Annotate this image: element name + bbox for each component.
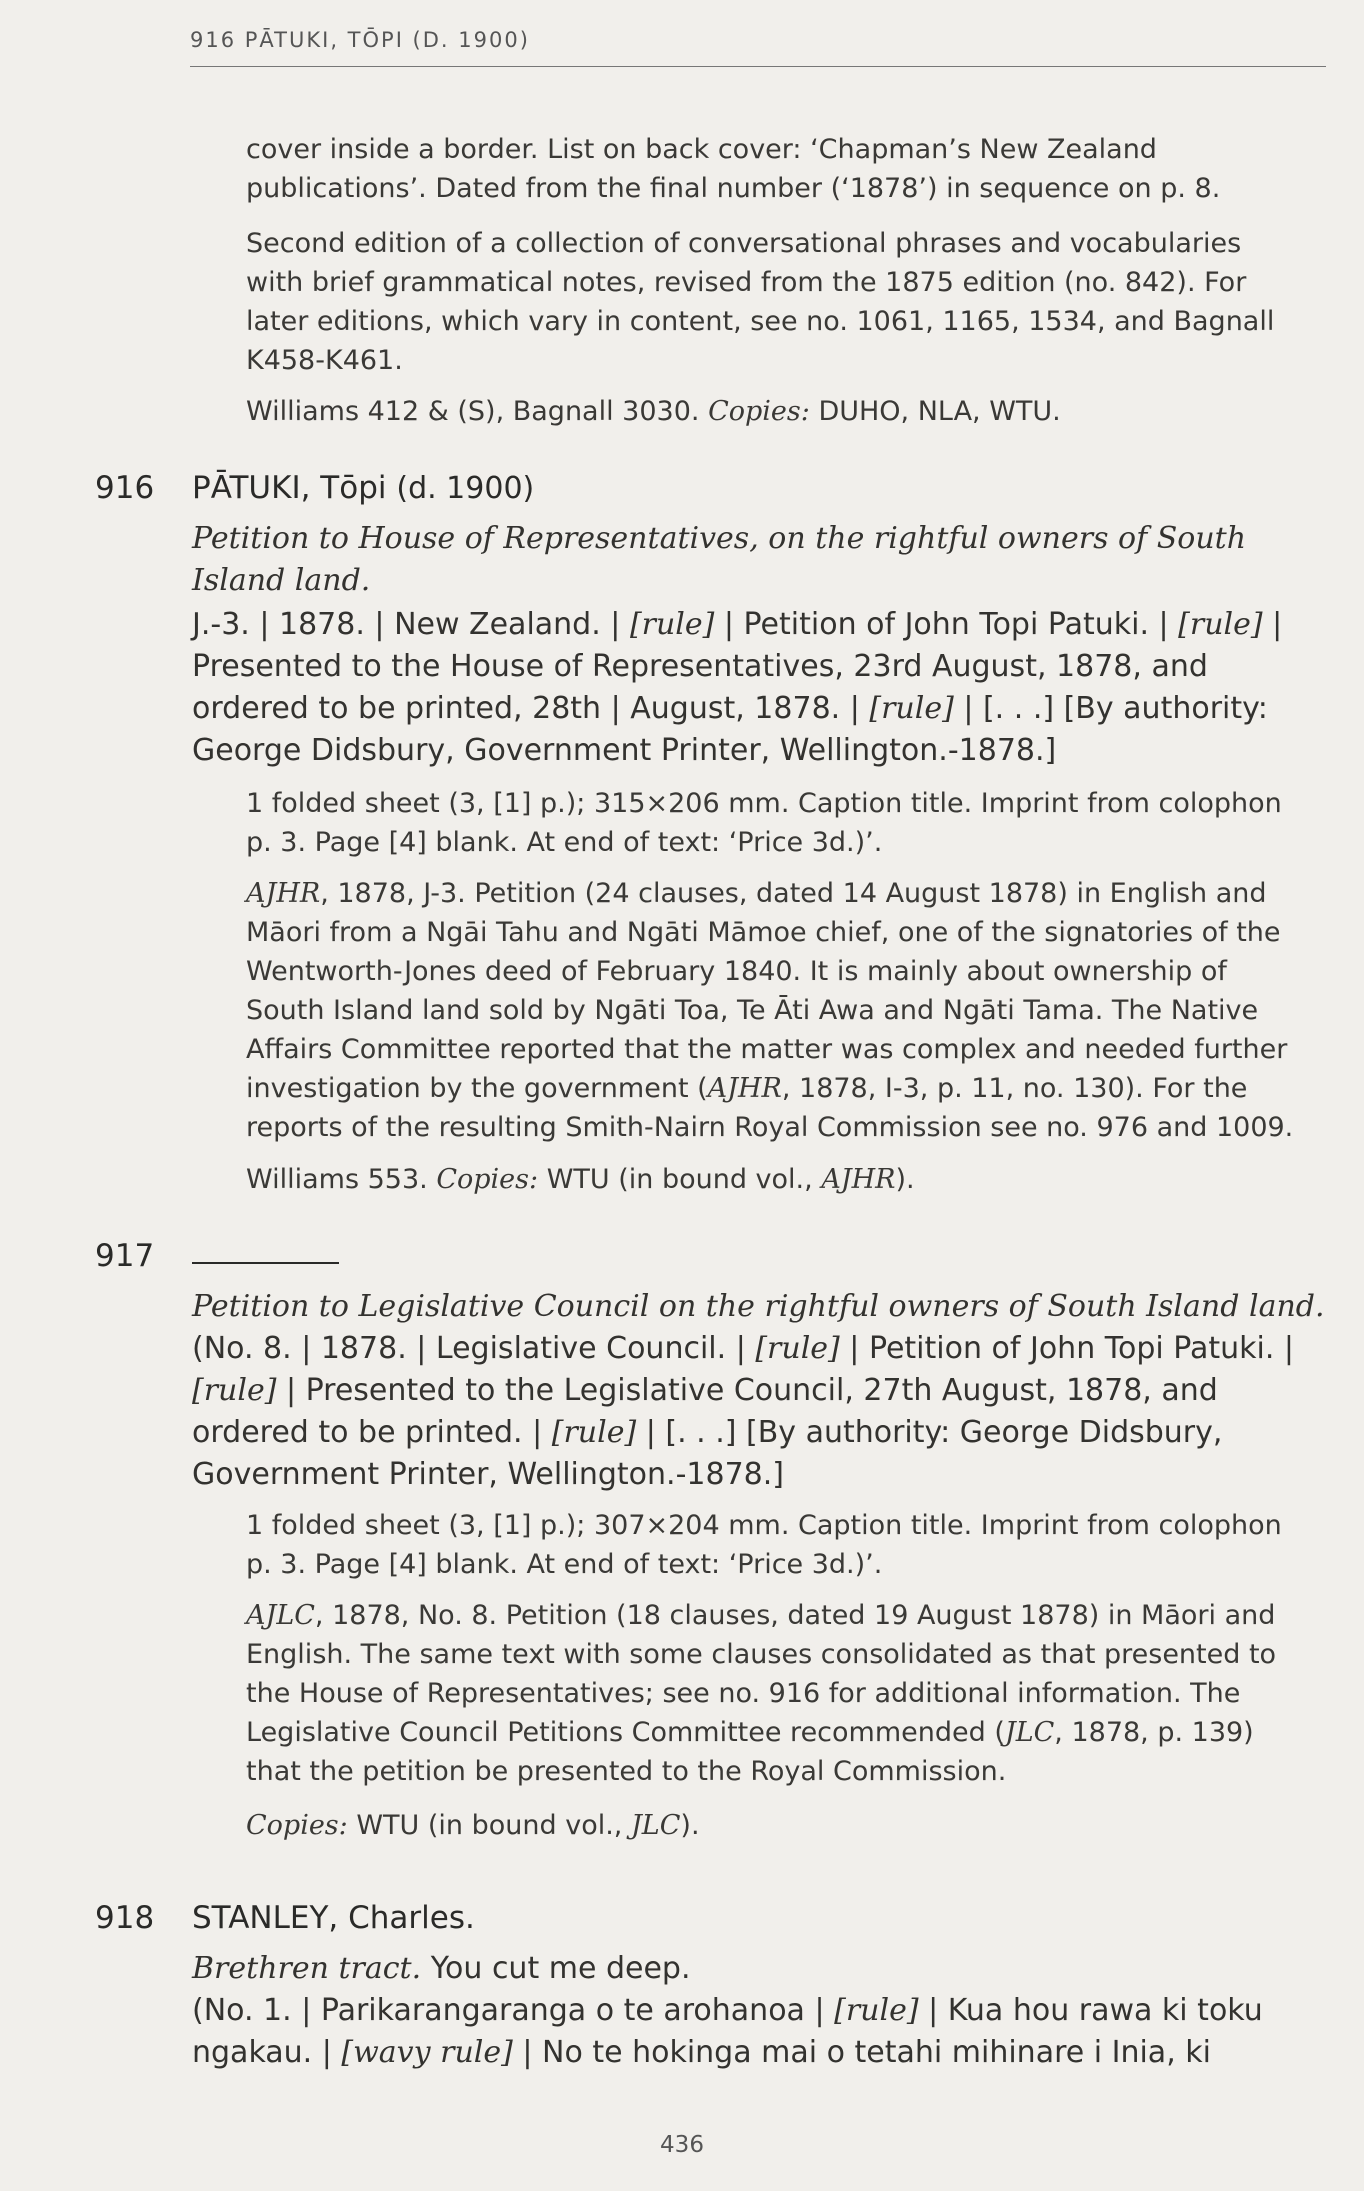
running-head: 916 PĀTUKI, TŌPI (D. 1900) xyxy=(190,28,530,52)
author-dates: (d. 1900) xyxy=(396,471,535,506)
entry-imprint-916 xyxy=(192,604,1332,772)
text-line: English. The same text with some clauses consolidated as that presented to xyxy=(246,1639,1277,1670)
imprint-text: | Petition of John Topi Patuki. | xyxy=(714,607,1179,642)
note-text: investigation by the government ( xyxy=(246,1073,708,1104)
italic-ref: JLC xyxy=(630,1810,681,1841)
imprint-text: | No te hokinga mai o tetahi mihinare i Inia, ki xyxy=(512,2035,1211,2070)
copies-label: Copies: xyxy=(436,1164,539,1195)
rule-marker: [rule] xyxy=(192,1373,277,1408)
text-line: 1 folded sheet (3, [1] p.); 307×204 mm. Caption title. Imprint from colophon xyxy=(246,1510,1282,1541)
entry-number-917: 917 xyxy=(95,1238,155,1274)
running-head-rule xyxy=(190,66,1326,67)
copies-holdings: ). xyxy=(895,1164,915,1195)
entry-number-918: 918 xyxy=(95,1900,155,1936)
note-text: , 1878, I-3, p. 11, no. 130). For the xyxy=(781,1073,1248,1104)
note-text: , 1878, J-3. Petition (24 clauses, dated 14 August 1878) in English and xyxy=(320,878,1267,909)
rule-marker: [rule] xyxy=(629,607,715,642)
imprint-line: George Didsbury, Government Printer, Wellington.-1878.] xyxy=(192,733,1057,768)
series-title: Brethren tract. xyxy=(192,1951,422,1986)
title-line: Island land. xyxy=(192,563,371,598)
imprint-text: | [. . .] [By authority: George Didsbury, xyxy=(636,1415,1223,1450)
title-text: You cut me deep. xyxy=(421,1951,691,1986)
text-line: that the petition be presented to the Royal Commission. xyxy=(246,1756,1007,1787)
imprint-text: ordered to be printed. | xyxy=(192,1415,552,1450)
rule-marker: [rule] xyxy=(755,1331,840,1366)
copies-holdings: ). xyxy=(680,1810,700,1841)
entry-heading-916 xyxy=(192,470,534,506)
rule-marker: [rule] xyxy=(834,1993,919,2028)
copies-label: Copies: xyxy=(246,1810,348,1841)
imprint-text: | Presented to the Legislative Council, 27th August, 1878, and xyxy=(276,1373,1218,1408)
entry-title-917 xyxy=(192,1286,1332,1328)
entry-physical-917 xyxy=(246,1506,1326,1584)
italic-ref: AJHR xyxy=(821,1164,896,1195)
entry-heading-918 xyxy=(192,1900,475,1936)
page-number: 436 xyxy=(660,2132,704,2158)
italic-ref: AJHR xyxy=(246,878,321,909)
same-author-dash xyxy=(192,1262,339,1264)
title-line: Petition to Legislative Council on the rightful owners of South Island land. xyxy=(192,1289,1325,1324)
text-line: with brief grammatical notes, revised from the 1875 edition (no. 842). For xyxy=(246,267,1247,298)
copies-label: Copies: xyxy=(708,396,810,427)
entry-note-917 xyxy=(246,1596,1326,1791)
entry-imprint-917 xyxy=(192,1328,1332,1496)
entry-copies-916 xyxy=(246,1160,1326,1199)
entry-physical-916 xyxy=(246,784,1326,862)
imprint-text: ordered to be printed, 28th | August, 1878. | xyxy=(192,691,870,726)
text-line: 1 folded sheet (3, [1] p.); 315×206 mm. Caption title. Imprint from colophon xyxy=(246,788,1282,819)
imprint-text: | Petition of John Topi Patuki. | xyxy=(839,1331,1295,1366)
rule-marker: [rule] xyxy=(551,1415,637,1450)
entry-number-916: 916 xyxy=(95,470,155,506)
author-name: STANLEY, Charles. xyxy=(192,1900,475,1936)
rule-marker: [rule] xyxy=(869,691,954,726)
copies-holdings: WTU (in bound vol., xyxy=(356,1810,631,1841)
text-line: publications’. Dated from the final number (‘1878’) in sequence on p. 8. xyxy=(246,173,1221,204)
entry-imprint-918 xyxy=(192,1990,1332,2074)
text-line: later editions, which vary in content, see no. 1061, 1165, 1534, and Bagnall xyxy=(246,306,1275,337)
imprint-line: Presented to the House of Representatives, 23rd August, 1878, and xyxy=(192,649,1208,684)
note-text: Legislative Council Petitions Committee recommended ( xyxy=(246,1717,1005,1748)
entry-copies-917 xyxy=(246,1806,1326,1845)
imprint-text: | [. . .] [By authority: xyxy=(953,691,1268,726)
references: Williams 412 & (S), Bagnall 3030. xyxy=(246,396,700,427)
note-text: , 1878, p. 139) xyxy=(1054,1717,1254,1748)
text-line: reports of the resulting Smith-Nairn Royal Commission see no. 976 and 1009. xyxy=(246,1112,1294,1143)
title-line: Petition to House of Representatives, on the rightful owners of South xyxy=(192,521,1247,556)
imprint-text: (No. 8. | 1878. | Legislative Council. | xyxy=(192,1331,756,1366)
copies-holdings: DUHO, NLA, WTU. xyxy=(818,396,1061,427)
text-line: South Island land sold by Ngāti Toa, Te Āti Awa and Ngāti Tama. The Native xyxy=(246,995,1259,1026)
note-text: , 1878, No. 8. Petition (18 clauses, dated 19 August 1878) in Māori and xyxy=(314,1600,1276,1631)
imprint-line: Government Printer, Wellington.-1878.] xyxy=(192,1457,785,1492)
text-line: Wentworth-Jones deed of February 1840. It is mainly about ownership of xyxy=(246,956,1227,987)
imprint-text: J.-3. | 1878. | New Zealand. | xyxy=(192,607,630,642)
prev-entry-description xyxy=(246,130,1326,208)
rule-marker: [wavy rule] xyxy=(341,2035,513,2070)
entry-note-916 xyxy=(246,874,1326,1147)
rule-marker: [rule] xyxy=(1178,607,1263,642)
entry-title-916 xyxy=(192,518,1332,602)
imprint-text: | xyxy=(1262,607,1283,642)
prev-entry-note xyxy=(246,224,1326,380)
copies-holdings: WTU (in bound vol., xyxy=(546,1164,822,1195)
text-line: the House of Representatives; see no. 916 for additional information. The xyxy=(246,1678,1241,1709)
author-name: PĀTUKI, Tōpi xyxy=(192,470,387,506)
imprint-text: (No. 1. | Parikarangaranga o te arohanoa | xyxy=(192,1993,835,2028)
references: Williams 553. xyxy=(246,1164,428,1195)
text-line: p. 3. Page [4] blank. At end of text: ‘Price 3d.)’. xyxy=(246,1549,883,1580)
imprint-text: | Kua hou rawa ki toku xyxy=(918,1993,1263,2028)
text-line: p. 3. Page [4] blank. At end of text: ‘Price 3d.)’. xyxy=(246,827,883,858)
text-line: K458-K461. xyxy=(246,345,403,376)
italic-ref: AJHR xyxy=(707,1073,782,1104)
text-line: Māori from a Ngāi Tahu and Ngāti Māmoe chief, one of the signatories of the xyxy=(246,917,1281,948)
text-line: Second edition of a collection of conversational phrases and vocabularies xyxy=(246,228,1242,259)
italic-ref: JLC xyxy=(1004,1717,1055,1748)
text-line: cover inside a border. List on back cover: ‘Chapman’s New Zealand xyxy=(246,134,1157,165)
imprint-text: ngakau. | xyxy=(192,2035,342,2070)
prev-entry-copies xyxy=(246,392,1326,431)
entry-title-918 xyxy=(192,1948,1332,1990)
text-line: Affairs Committee reported that the matter was complex and needed further xyxy=(246,1034,1288,1065)
italic-ref: AJLC xyxy=(246,1600,315,1631)
